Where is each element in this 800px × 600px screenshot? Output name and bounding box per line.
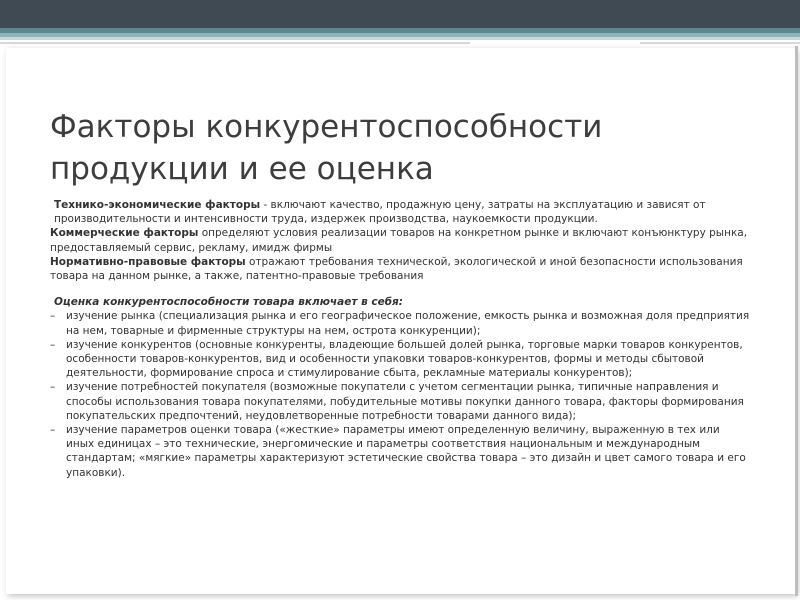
dash-marker: – <box>50 381 56 394</box>
factor-paragraph <box>50 255 750 283</box>
factor-text: - включают качество, продажную цену, затраты на эксплуатацию и зависят от производительности и интенсивности труда, издержек производства, наукоемкости продукции. <box>54 199 706 226</box>
factor-label: Коммерческие факторы <box>50 227 199 240</box>
slide-header-band <box>0 0 800 28</box>
divider-line <box>640 42 800 44</box>
factor-text: отражают требования технической, экологической и иной безопасности использования товара на данном рынке, а также, патентно-правовые требования <box>50 255 743 283</box>
assessment-item-text: изучение потребностей покупателя (возможные покупатели с учетом сегментации рынка, типичные направления и способы использования товара покупателями, побудительные мотивы покупки данного товара, факторы формирования покупательских предпочтений, неудовлетворенные потребности товарами данного вида); <box>66 381 744 422</box>
assessment-item-text: изучение рынка (специализация рынка и его географическое положение, емкость рынка и возможная доля предприятия на нем, товарные и фирменные структуры на нем, острота конкуренции); <box>66 310 750 337</box>
assessment-heading: Оценка конкурентоспособности товара включает в себя: <box>54 296 403 309</box>
slide-title-line: Факторы конкурентоспособности <box>50 109 603 145</box>
dash-marker: – <box>50 338 56 351</box>
dash-marker: – <box>50 424 56 437</box>
factor-paragraph <box>50 226 750 254</box>
assessment-item-text: изучение конкурентов (основные конкуренты, владеющие большей долей рынка, торговые марки товаров конкурентов, особенности товаров-конкурентов, вид и особенности упаковки товаров-конкурентов, формы и методы сбытовой деятельности, формирование спроса и стимулирование сбыта, рекламные материалы конкурентов); <box>66 338 743 380</box>
dash-marker: – <box>50 310 56 323</box>
factor-paragraph <box>50 198 750 226</box>
factor-label: Нормативно-правовые факторы <box>50 255 246 268</box>
spacer <box>50 283 750 295</box>
header-stripe <box>0 37 800 40</box>
factor-label: Технико-экономические факторы <box>54 199 261 211</box>
assessment-item <box>50 338 750 381</box>
slide-title-line: продукции и ее оценка <box>50 151 434 187</box>
divider-line <box>0 42 470 44</box>
slide-frame-shadow <box>795 46 798 596</box>
assessment-item <box>50 380 750 423</box>
slide-title <box>50 106 750 190</box>
factor-text: определяют условия реализации товаров на конкретном рынке и включают конъюнктуру рынка, предоставляемый сервис, рекламу, имидж фирмы <box>50 227 748 254</box>
assessment-item <box>50 423 750 480</box>
assessment-item-text: изучение параметров оценки товара («жесткие» параметры имеют определенную величину, выраженную в тех или иных единицах – это технические, энергомические и параметры соответствия национальным и международным стандартам; «мягкие» параметры характеризуют эстетические свойства товара – это дизайн и цвет самого товара и его упаковки). <box>66 424 746 479</box>
slide-body <box>50 198 750 480</box>
assessment-item <box>50 309 750 337</box>
